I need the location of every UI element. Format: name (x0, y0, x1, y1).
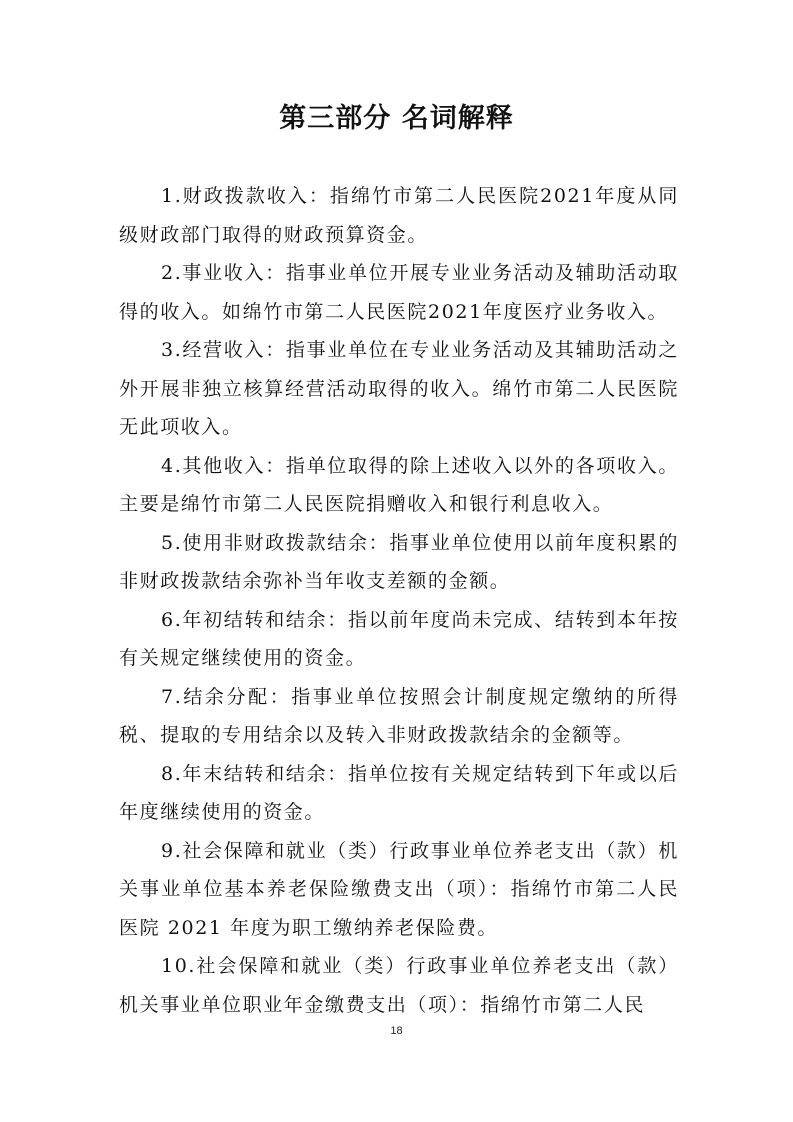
paragraph-2: 2.事业收入：指事业单位开展专业业务活动及辅助活动取得的收入。如绵竹市第二人民医院2021年度医疗业务收入。 (119, 262, 679, 323)
paragraph-7: 7.结余分配：指事业单位按照会计制度规定缴纳的所得税、提取的专用结余以及转入非财政拨款结余的金额等。 (119, 685, 679, 746)
paragraph-3: 3.经营收入：指事业单位在专业业务活动及其辅助活动之外开展非独立核算经营活动取得的收入。绵竹市第二人民医院无此项收入。 (119, 339, 679, 438)
document-body (119, 177, 679, 1024)
paragraph-4: 4.其他收入：指单位取得的除上述收入以外的各项收入。主要是绵竹市第二人民医院捐赠收入和银行利息收入。 (119, 454, 679, 515)
paragraph-5: 5.使用非财政拨款结余：指事业单位使用以前年度积累的非财政拨款结余弥补当年收支差额的金额。 (119, 531, 679, 592)
paragraph-9: 9.社会保障和就业（类）行政事业单位养老支出（款）机关事业单位基本养老保险缴费支出（项）：指绵竹市第二人民医院 2021 年度为职工缴纳养老保险费。 (119, 839, 679, 939)
paragraph-10: 10.社会保障和就业（类）行政事业单位养老支出（款）机关事业单位职业年金缴费支出（项）：指绵竹市第二人民 (119, 955, 679, 1016)
paragraph-1: 1.财政拨款收入：指绵竹市第二人民医院2021年度从同级财政部门取得的财政预算资金。 (119, 185, 679, 246)
page-title: 第三部分 名词解释 (279, 103, 514, 134)
paragraph-6: 6.年初结转和结余：指以前年度尚未完成、结转到本年按有关规定继续使用的资金。 (119, 608, 679, 669)
paragraph-8: 8.年末结转和结余：指单位按有关规定结转到下年或以后年度继续使用的资金。 (119, 762, 679, 823)
page-number: 18 (390, 1025, 403, 1037)
